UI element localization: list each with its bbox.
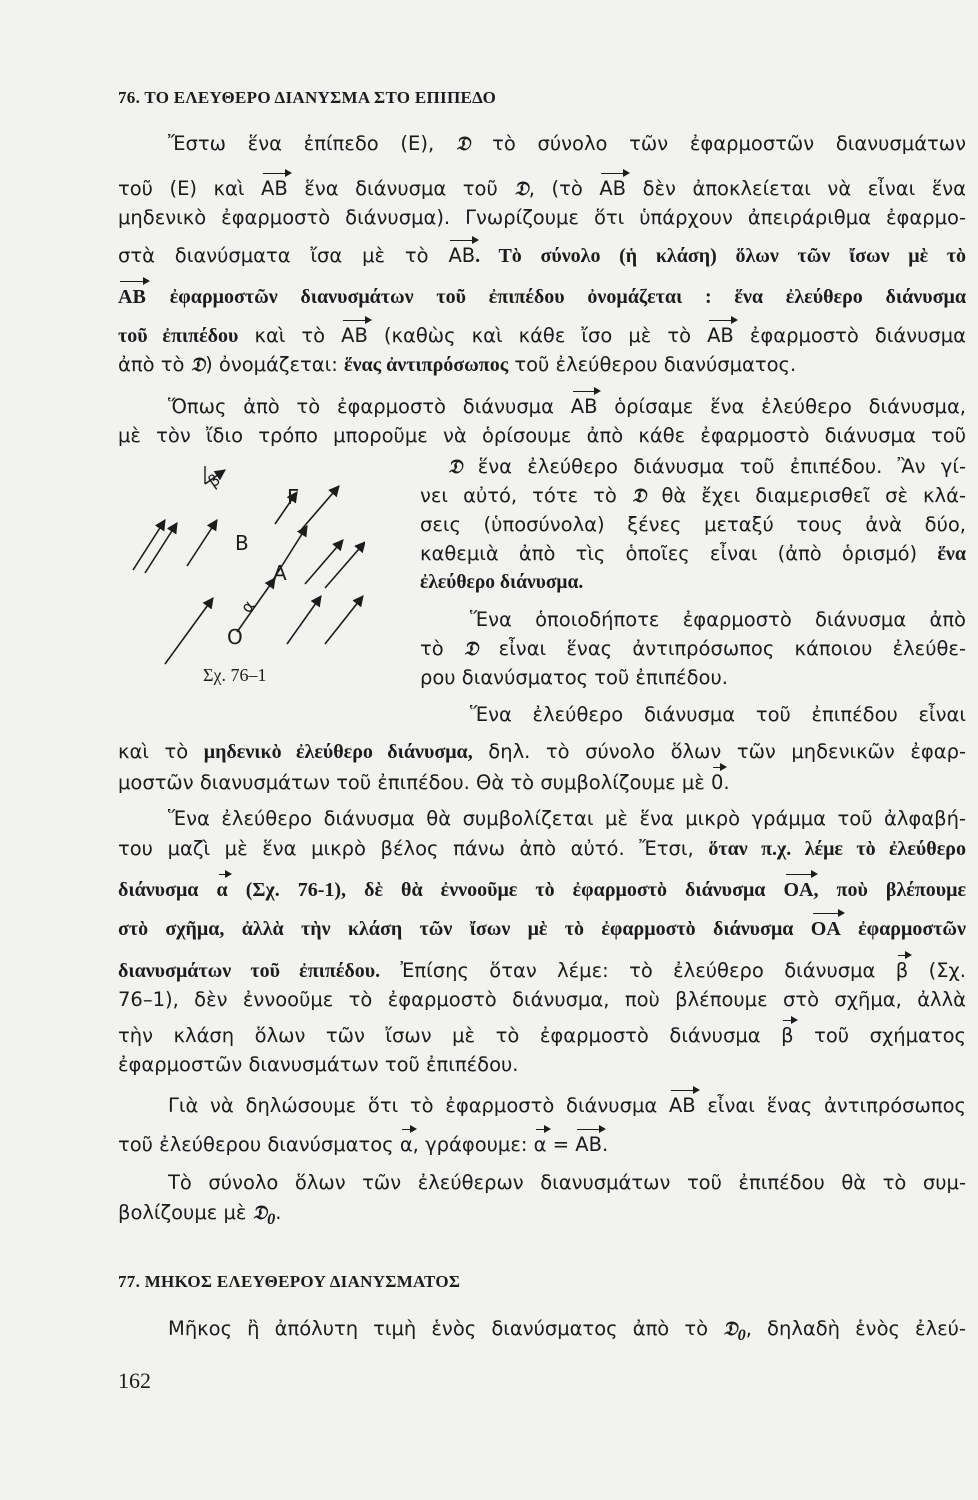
bold-text: μηδενικὸ ἐλεύθερο διάνυσμα, [203,741,473,763]
text: τὸ σύνολο τῶν ἐφαρμοστῶν διανυσμάτων [492,132,967,155]
label-a: α [236,596,259,617]
paragraph-line [118,323,966,349]
paragraph-line: 76–1), δὲν ἐννοοῦμε τὸ ἐφαρμοστὸ διάνυσμα, ποὺ βλέπουμε στὸ σχῆμα, ἀλλὰ [118,988,966,1011]
vector-zero: 0 [711,771,724,794]
text: του μαζὶ μὲ ἕνα μικρὸ βέλος πάνω ἀπὸ αὐτό. Ἔτσι, [118,837,694,860]
paragraph-line [118,284,966,310]
text: Μῆκος ἢ ἀπόλυτη τιμὴ ἑνὸς διανύσματος ἀπὸ τὸ [168,1317,709,1340]
paragraph-line [118,1093,966,1119]
paragraph-line [420,483,966,510]
label-O: O [227,625,243,649]
vector-arrow [165,598,213,664]
text: (καθὼς καὶ κάθε ἴσο μὲ τὸ [383,324,692,347]
vector-OA: OA [783,879,814,901]
bold-text: ἕνα [937,543,967,565]
paragraph-line: Τὸ σύνολο ὅλων τῶν ἐλεύθερων διανυσμάτων τοῦ ἐπιπέδου θὰ τὸ συμ- [168,1171,966,1194]
subscript: 0 [267,1209,276,1228]
vector-a: α [533,1133,547,1156]
bold-text: στὸ σχῆμα, ἀλλὰ τὴν κλάση τῶν ἴσων μὲ τὸ ἐφαρμοστὸ διάνυσμα [118,918,794,940]
paragraph-line [118,739,966,765]
bold-text: ἕνας ἀντιπρόσωπος [344,354,509,376]
text: , (τὸ [528,177,583,200]
paragraph-line: μὲ τὸν ἴδιο τρόπο μποροῦμε νὰ ὁρίσουμε ἀπὸ κάθε ἐφαρμοστὸ διάνυσμα τοῦ [118,424,966,447]
paragraph-line [118,1023,966,1049]
symbol-D: 𝔇 [252,1203,268,1224]
paragraph-line [118,958,966,984]
vector-AB: AB [261,177,288,200]
paragraph-line: σεις (ὑποσύνολα) ξένες μεταξύ τους ἀνὰ δύο, [420,513,966,536]
vector-AB: AB [575,1133,602,1156]
text: ἀπὸ τὸ [118,353,185,376]
section-77-title: 77. ΜΗΚΟΣ ΕΛΕΥΘΕΡΟΥ ΔΙΑΝΥΣΜΑΤΟΣ [118,1272,461,1291]
paragraph-line: ἐλεύθερο διάνυσμα. [420,572,584,593]
subscript: 0 [737,1325,746,1344]
vector-arrow [301,486,339,530]
symbol-D: 𝔇 [514,179,529,200]
text: δηλ. τὸ σύνολο ὅλων τῶν μηδενικῶν ἐφαρ- [488,740,967,763]
text: Ἔστω ἕνα ἐπίπεδο (Ε), [168,132,435,155]
paragraph-line: ρου διανύσματος τοῦ ἐπιπέδου. [420,666,728,689]
text: μοστῶν διανυσμάτων τοῦ ἐπιπέδου. Θὰ τὸ συμβολίζουμε μὲ [118,771,705,794]
paragraph-line [118,243,966,269]
vector-arrow [145,523,177,573]
bold-text: . Τὸ σύνολο (ἡ κλάση) ὅλων τῶν ἴσων μὲ τὸ [475,245,966,267]
text: Ὅπως ἀπὸ τὸ ἐφαρμοστὸ διάνυσμα [168,395,554,418]
vector-AB: AB [570,395,598,418]
text: , γράφουμε: [412,1133,528,1156]
symbol-D: 𝔇 [190,355,206,376]
text: καὶ τὸ [118,740,189,763]
symbol-D0 [723,1319,746,1344]
vector-AB: AB [599,177,627,200]
text: τὴν κλάση ὅλων τῶν ἴσων μὲ τὸ ἐφαρμοστὸ διάνυσμα [118,1024,761,1047]
text: . [275,1201,282,1224]
text: ἕνα διάνυσμα τοῦ [304,177,498,200]
text: ἐφαρμοστὸ διάνυσμα [749,324,967,347]
paragraph-line [420,636,966,663]
symbol-D: 𝔇 [455,134,471,155]
paragraph-line [118,352,966,379]
vector-arrow [287,596,321,644]
paragraph-line [118,770,966,796]
vector-arrow [133,520,165,570]
symbol-D0 [252,1203,276,1228]
text: Ἐπίσης ὅταν λέμε: τὸ ἐλεύθερο διάνυσμα [400,959,876,982]
page-number: 162 [118,1368,151,1393]
paragraph-line [118,1132,966,1158]
text: , δηλαδὴ ἑνὸς ἐλεύ- [745,1317,966,1340]
paragraph-line [118,131,966,158]
vector-figure [125,458,365,688]
vector-AB: AB [448,244,476,267]
vector-arrow [325,596,363,644]
bold-text: διάνυσμα [118,879,199,901]
text: τοῦ σχήματος [814,1024,966,1047]
paragraph-line [118,877,966,903]
vector-arrow [305,540,343,584]
text: ) ὀνομάζεται: [205,353,338,376]
vector-arrow [187,520,217,566]
vector-OA: OA [810,918,841,940]
text: τοῦ ἐλεύθερου διανύσματος. [514,353,797,376]
text: καθεμιὰ ἀπὸ τὶς ὁποῖες εἶναι (ἀπὸ ὁρισμό) [420,542,918,565]
paragraph-line [118,916,966,942]
text: . [723,771,730,794]
symbol-D: 𝔇 [631,486,647,507]
vector-AB: AB [707,324,734,347]
bold-text: διανυσμάτων τοῦ ἐπιπέδου. [118,960,381,982]
vector-AB: AB [341,324,368,347]
paragraph-line: ἐφαρμοστῶν διανυσμάτων τοῦ ἐπιπέδου. [118,1053,519,1076]
paragraph-line [118,1200,966,1232]
text: τοῦ (Ε) καὶ [118,177,245,200]
symbol-D: 𝔇 [723,1319,738,1340]
bold-text: τοῦ ἐπιπέδου [118,325,239,347]
text: Γιὰ νὰ δηλώσουμε ὅτι τὸ ἐφαρμοστὸ διάνυσμα [168,1094,658,1117]
bold-text: , ποὺ βλέπουμε [813,879,967,901]
bold-text: (Σχ. 76-1), δὲ θὰ ἐννοοῦμε τὸ ἐφαρμοστὸ διάνυσμα [245,879,766,901]
bold-text: ὅταν π.χ. λέμε τὸ ἐλεύθερο [708,838,966,860]
text: ὁρίσαμε ἕνα ἐλεύθερο διάνυσμα, [614,395,967,418]
text: θὰ ἔχει διαμερισθεῖ σὲ κλά- [661,484,966,507]
vector-b: β [781,1024,794,1047]
paragraph-line [448,454,966,481]
figure-caption: Σχ. 76–1 [203,665,267,685]
text: εἶναι ἕνας ἀντιπρόσωπος κάποιου ἐλεύθε- [498,637,967,660]
text: στὰ διανύσματα ἴσα μὲ τὸ [118,244,429,267]
paragraph-line [118,836,966,862]
symbol-D: 𝔇 [448,457,463,478]
paragraph-line: Ἕνα ὁποιοδήποτε ἐφαρμοστὸ διάνυσμα ἀπὸ [470,608,966,631]
bold-text: ἐφαρμοστῶν διανυσμάτων τοῦ ἐπιπέδου ὀνομάζεται : ἕνα ἐλεύθερο διάνυσμα [169,286,966,308]
text: . [601,1133,609,1156]
label-b: β [204,469,224,492]
text: (Σχ. [928,959,967,982]
vector-AB: AB [118,286,146,308]
label-B: B [235,531,249,555]
symbol-D: 𝔇 [463,639,479,660]
text: εἶναι ἕνας ἀντιπρόσωπος [707,1094,966,1117]
vector-a: α [399,1133,413,1156]
paragraph-line: Ἕνα ἐλεύθερο διάνυσμα θὰ συμβολίζεται μὲ ἕνα μικρὸ γράμμα τοῦ ἀλφαβή- [168,807,966,830]
label-G: Γ [287,485,299,509]
paragraph-line: Ἕνα ἐλεύθερο διάνυσμα τοῦ ἐπιπέδου εἶναι [470,703,966,726]
equals-sign: = [552,1133,570,1156]
paragraph-line [118,176,966,203]
paragraph-line: μηδενικὸ ἐφαρμοστὸ διάνυσμα). Γνωρίζουμε ὅτι ὑπάρχουν ἀπειράριθμα ἐφαρμο- [118,206,966,229]
vector-AB: AB [668,1094,696,1117]
section-76-title: 76. ΤΟ ΕΛΕΥΘΕΡΟ ΔΙΑΝΥΣΜΑ ΣΤΟ ΕΠΙΠΕΔΟ [118,88,497,107]
vector-a: α [216,879,228,901]
text: βολίζουμε μὲ [118,1201,247,1224]
text: καὶ τὸ [254,324,326,347]
vector-b: β [895,959,909,982]
text: δὲν ἀποκλείεται νὰ εἶναι ἕνα [642,177,966,200]
text: τὸ [420,637,444,660]
text: νει αὐτό, τότε τὸ [420,484,617,507]
text: τοῦ ἐλεύθερου διανύσματος [118,1133,394,1156]
vector-arrow [325,542,365,588]
text: ἕνα ἐλεύθερο διάνυσμα τοῦ ἐπιπέδου. Ἂν γί- [477,455,966,478]
bold-text: ἐφαρμοστῶν [858,918,966,940]
paragraph-line [118,1316,966,1348]
paragraph-line [420,541,966,567]
paragraph-line [118,394,966,420]
label-A: A [273,561,287,585]
